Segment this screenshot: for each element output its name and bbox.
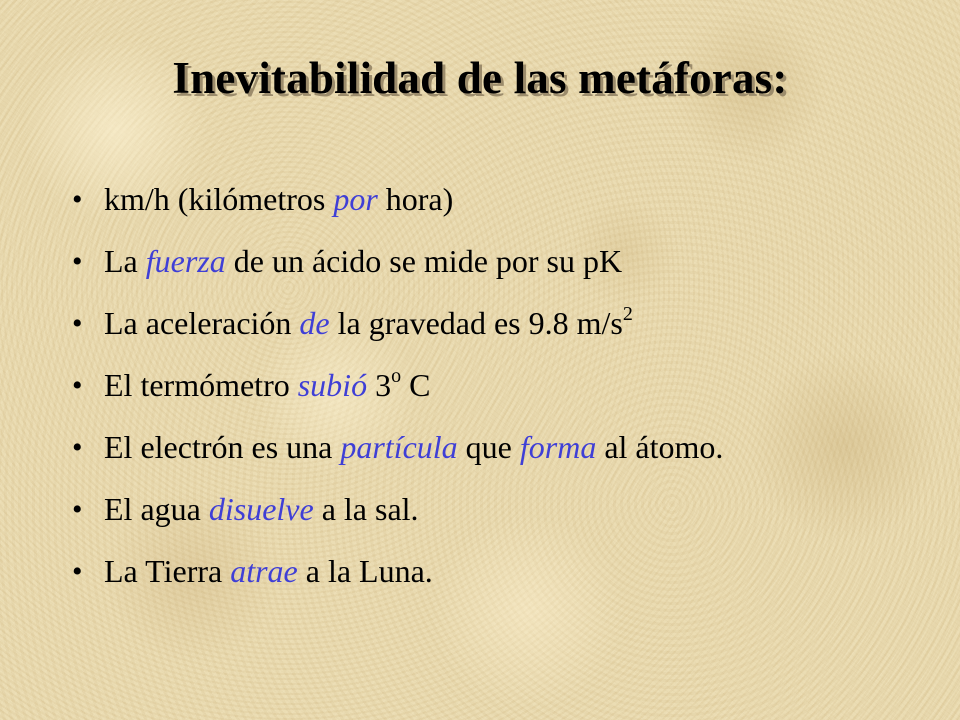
bullet-item [72,367,872,404]
superscript-text: 2 [622,303,633,326]
metaphor-word: por [333,181,378,217]
bullet-item [72,553,872,590]
bullet-item [72,305,872,342]
metaphor-word: atrae [230,553,298,589]
bullet-text: al átomo. [596,429,724,465]
bullet-item [72,429,872,466]
bullet-text: La [104,243,146,279]
bullet-text: El agua [104,491,209,527]
bullet-text: El termómetro [104,367,298,403]
bullet-text: a la Luna. [297,553,433,589]
metaphor-word: fuerza [145,243,226,279]
superscript-text: o [391,365,402,388]
bullet-item [72,181,872,218]
bullet-item [72,243,872,280]
bullet-text: La Tierra [104,553,231,589]
bullet-text: C [401,367,431,403]
bullet-text: 3 [367,367,392,403]
bullet-text: hora) [377,181,454,217]
bullet-text: km/h (kilómetros [104,181,334,217]
slide-title: Inevitabilidad de las metáforas: [172,53,788,103]
bullet-text: de un ácido se mide por su pK [225,243,623,279]
bullet-dot-icon: • [72,555,83,588]
bullet-item [72,491,872,528]
bullet-list [72,181,872,615]
metaphor-word: de [299,305,330,341]
bullet-dot-icon: • [72,245,83,278]
metaphor-word: disuelve [208,491,314,527]
metaphor-word: forma [519,429,597,465]
bullet-text: El electrón es una [104,429,341,465]
metaphor-word: partícula [340,429,458,465]
bullet-dot-icon: • [72,183,83,216]
bullet-text: la gravedad es 9.8 m/s [329,305,623,341]
bullet-dot-icon: • [72,431,83,464]
bullet-dot-icon: • [72,369,83,402]
bullet-text: que [457,429,520,465]
bullet-text: La aceleración [104,305,300,341]
bullet-text: a la sal. [313,491,419,527]
bullet-dot-icon: • [72,307,83,340]
metaphor-word: subió [297,367,368,403]
bullet-dot-icon: • [72,493,83,526]
